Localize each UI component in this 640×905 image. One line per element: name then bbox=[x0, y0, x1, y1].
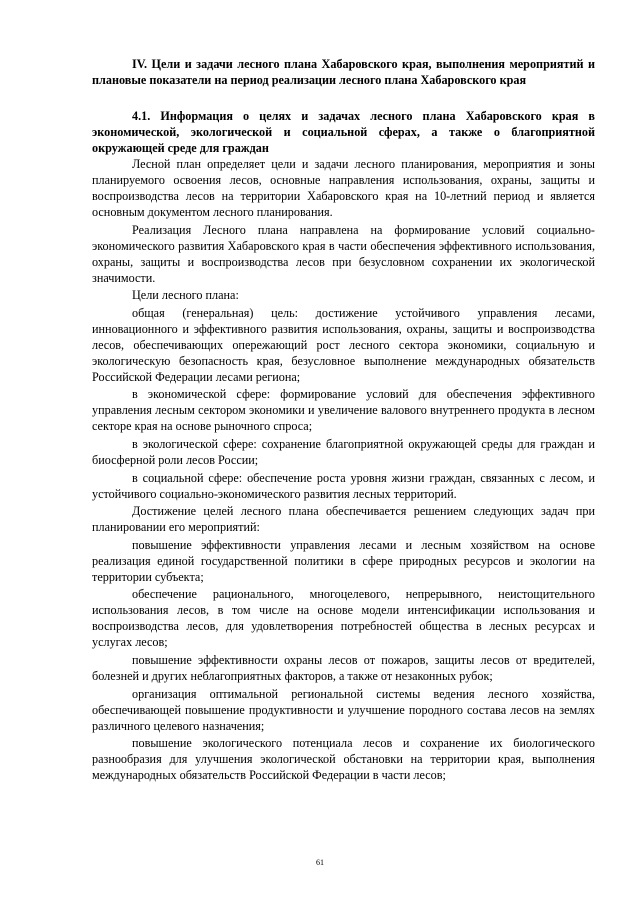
paragraph: обеспечение рационального, многоцелевого, непрерывного, неистощительного использования лесов, в том числе на основе модели интенсификации использования и воспроизводства лесов, для удовлетворения потребностей общества в лесных ресурсах и услугах лесов; bbox=[92, 587, 595, 650]
paragraph: в экономической сфере: формирование условий для обеспечения эффективного управления лесным сектором экономики и увеличение валового внутреннего продукта в лесном секторе края на основе рыночного спроса; bbox=[92, 387, 595, 434]
paragraph: в социальной сфере: обеспечение роста уровня жизни граждан, связанных с лесом, и устойчивого социально-экономического развития лесных территорий. bbox=[92, 470, 595, 501]
paragraph: Лесной план определяет цели и задачи лесного планирования, мероприятия и зоны планируемого освоения лесов, основные направления использования, охраны, защиты и воспроизводства лесов на территории Хабаровского края на 10-летний период и является основным документом лесного планирования. bbox=[92, 157, 595, 219]
document-page bbox=[92, 56, 595, 785]
paragraph: Реализация Лесного плана направлена на формирование условий социально-экономического развития Хабаровского края в части обеспечения эффективного использования, охраны, защиты и воспроизводства лесов при безусловном сохранении их экологической значимости. bbox=[92, 222, 595, 285]
subsection-title: 4.1. Информация о целях и задачах лесного плана Хабаровского края в экономической, экологической и социальной сферах, а также о благоприятной окружающей среде для граждан bbox=[92, 109, 595, 155]
paragraph: повышение эффективности охраны лесов от пожаров, защиты лесов от вредителей, болезней и других неблагоприятных факторов, а также от незаконных рубок; bbox=[92, 652, 595, 683]
paragraph: общая (генеральная) цель: достижение устойчивого управления лесами, инновационного и эффективного развития использования, охраны, защиты и воспроизводства лесов, обеспечивающих опережающий рост лесного сектора экономики, социальную и экологическую безопасность края, безусловное выполнение международных обязательств Российской Федерации лесами региона; bbox=[92, 305, 595, 384]
section-title: IV. Цели и задачи лесного плана Хабаровского края, выполнения мероприятий и плановые показатели на период реализации лесного плана Хабаровского края bbox=[92, 57, 595, 87]
paragraph: повышение эффективности управления лесами и лесным хозяйством на основе реализация единой государственной политики в сфере природных ресурсов и экологии на территории субъекта; bbox=[92, 537, 595, 584]
paragraph: в экологической сфере: сохранение благоприятной окружающей среды для граждан и биосферной роли лесов России; bbox=[92, 436, 595, 467]
paragraph: Цели лесного плана: bbox=[132, 288, 239, 303]
paragraph: повышение экологического потенциала лесов и сохранение их биологического разнообразия для улучшения экологической обстановки на территории края, выполнения международных обязательств Российской Федерации в части лесов; bbox=[92, 736, 595, 783]
page-number: 61 bbox=[316, 858, 324, 867]
paragraph: Достижение целей лесного плана обеспечивается решением следующих задач при планировании его мероприятий: bbox=[92, 504, 595, 535]
paragraph: организация оптимальной региональной системы ведения лесного хозяйства, обеспечивающей повышение продуктивности и улучшение породного состава лесов на землях различного целевого назначения; bbox=[92, 686, 595, 733]
